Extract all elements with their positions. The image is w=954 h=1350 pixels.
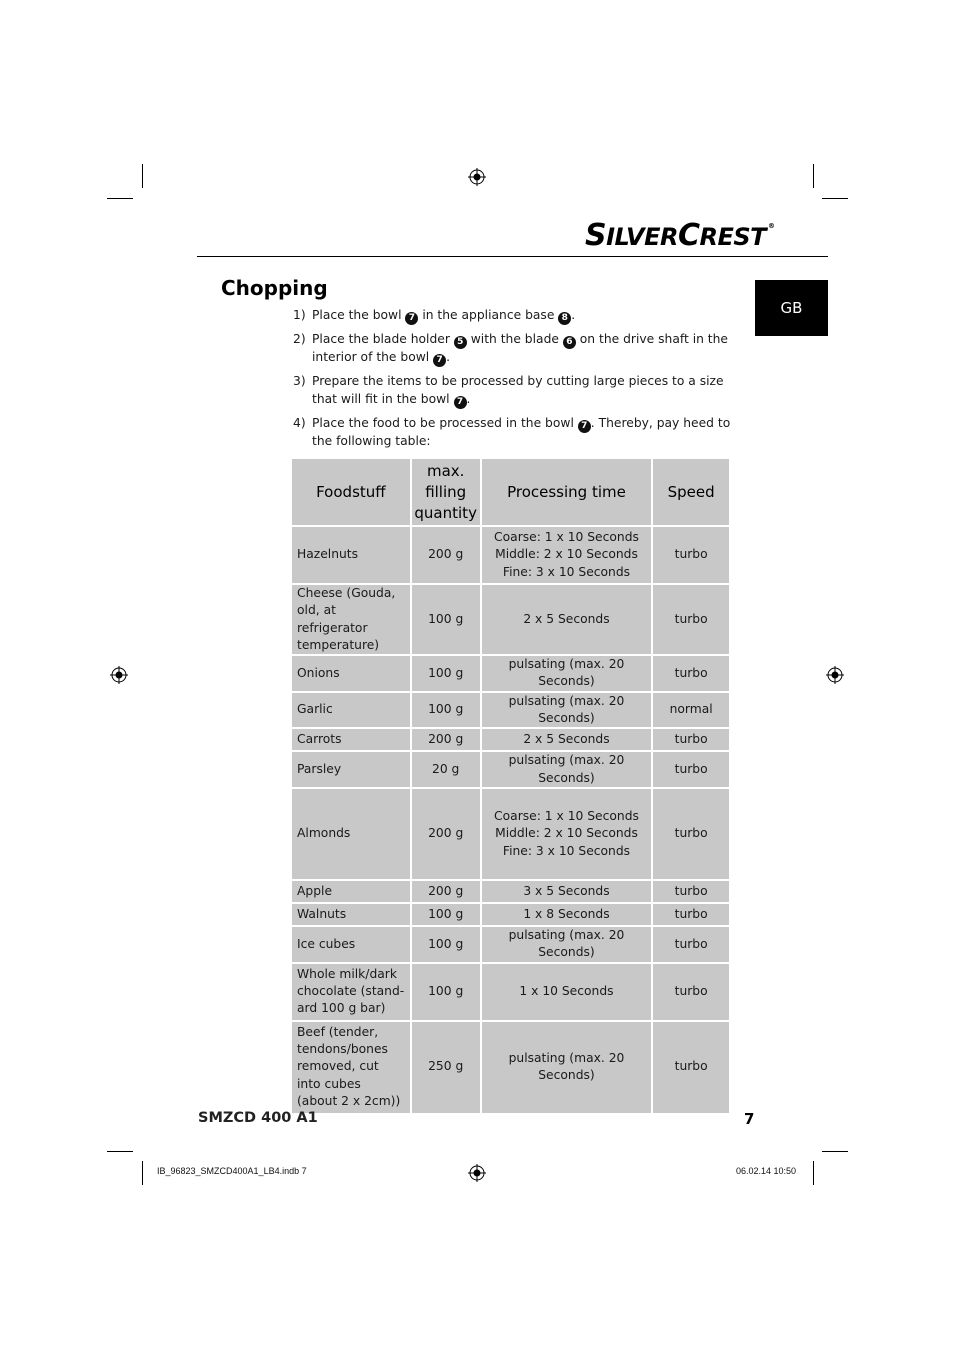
processing-time-line: Middle: 2 x 10 Seconds (495, 826, 638, 841)
processing-time-line: pulsating (max. 20 Seconds) (508, 693, 625, 726)
column-header: max. filling quantity (411, 458, 481, 526)
processing-time-line: pulsating (max. 20 Seconds) (508, 657, 625, 689)
foodstuff-cell: Whole milk/dark chocolate (stand-ard 100 g bar) (291, 963, 411, 1021)
instruction-list (293, 307, 733, 456)
quantity-cell: 100 g (411, 926, 481, 963)
quantity-cell: 100 g (411, 655, 481, 692)
processing-time-cell (481, 1021, 653, 1114)
instruction-step (293, 331, 733, 367)
quantity-cell: 100 g (411, 963, 481, 1021)
chopping-table (290, 457, 731, 1115)
step-text-part: . (571, 308, 576, 322)
foodstuff-cell: Hazelnuts (291, 526, 411, 584)
quantity-cell: 100 g (411, 584, 481, 655)
processing-time-cell (481, 655, 653, 692)
processing-time-cell (481, 963, 653, 1021)
instruction-step (293, 373, 733, 409)
table-row (291, 963, 730, 1021)
step-text (312, 331, 733, 367)
processing-time-line: Coarse: 1 x 10 Seconds (494, 530, 639, 545)
foodstuff-cell: Onions (291, 655, 411, 692)
column-header: Speed (652, 458, 730, 526)
quantity-cell: 200 g (411, 880, 481, 903)
column-header: Processing time (481, 458, 653, 526)
processing-time-line: 1 x 8 Seconds (523, 906, 610, 921)
processing-time-line: Fine: 3 x 10 Seconds (502, 564, 631, 579)
foodstuff-cell: Apple (291, 880, 411, 903)
crop-mark (813, 1161, 814, 1185)
processing-time-line: 2 x 5 Seconds (523, 732, 610, 747)
quantity-cell: 100 g (411, 903, 481, 926)
table-row (291, 655, 730, 692)
step-text-part: . Thereby, pay heed to the following table: (312, 415, 731, 448)
step-text-part: on the drive shaft in the interior of the bowl (312, 332, 728, 364)
processing-time-cell (481, 751, 653, 788)
registered-mark: ® (768, 222, 775, 230)
quantity-cell: 200 g (411, 526, 481, 584)
part-reference-icon: 5 (454, 336, 467, 349)
speed-cell: turbo (652, 788, 730, 880)
table-row (291, 584, 730, 655)
crop-mark (822, 198, 848, 199)
section-title: Chopping (221, 276, 328, 300)
part-reference-icon: 7 (454, 396, 467, 409)
speed-cell: turbo (652, 526, 730, 584)
table-row (291, 1021, 730, 1114)
processing-time-cell (481, 584, 653, 655)
model-number: SMZCD 400 A1 (198, 1110, 318, 1126)
processing-time-cell (481, 788, 653, 880)
crop-mark (822, 1151, 848, 1152)
foodstuff-cell: Cheese (Gouda, old, at refrigerator temperature) (291, 584, 411, 655)
foodstuff-cell: Carrots (291, 728, 411, 751)
page-number: 7 (744, 1110, 755, 1128)
speed-cell: turbo (652, 880, 730, 903)
foodstuff-cell: Ice cubes (291, 926, 411, 963)
processing-time-cell (481, 903, 653, 926)
quantity-cell: 250 g (411, 1021, 481, 1114)
processing-time-line: pulsating (max. 20 Seconds) (508, 1050, 625, 1083)
processing-time-cell (481, 926, 653, 963)
speed-cell: normal (652, 692, 730, 729)
speed-cell: turbo (652, 655, 730, 692)
foodstuff-cell: Garlic (291, 692, 411, 729)
speed-cell: turbo (652, 963, 730, 1021)
part-reference-icon: 8 (558, 312, 571, 325)
registration-mark-icon (826, 666, 844, 684)
registration-mark-icon (468, 1164, 486, 1182)
speed-cell: turbo (652, 903, 730, 926)
speed-cell: turbo (652, 751, 730, 788)
step-text-part: Prepare the items to be processed by cutting large pieces to a size that will fit in the bowl (312, 374, 724, 406)
step-text-part: in the appliance base (418, 308, 559, 322)
processing-time-cell (481, 526, 653, 584)
language-tab: GB (755, 280, 828, 336)
part-reference-icon: 7 (405, 312, 418, 325)
step-text-part: Place the blade holder (312, 332, 454, 346)
processing-time-line: Coarse: 1 x 10 Seconds (494, 809, 639, 824)
brand-text: ILVER (606, 223, 678, 251)
table-row (291, 788, 730, 880)
speed-cell: turbo (652, 1021, 730, 1114)
table-header-row (291, 458, 730, 526)
processing-time-line: 3 x 5 Seconds (523, 883, 610, 898)
part-reference-icon: 7 (578, 420, 591, 433)
processing-time-line: pulsating (max. 20 Seconds) (508, 753, 625, 785)
instruction-step (293, 415, 733, 451)
crop-mark (142, 1161, 143, 1185)
speed-cell: turbo (652, 584, 730, 655)
crop-mark (813, 164, 814, 188)
table-row (291, 728, 730, 751)
table-row (291, 903, 730, 926)
step-text-part: . (446, 350, 451, 364)
step-text-part: Place the food to be processed in the bowl (312, 415, 578, 430)
step-number: 4) (293, 415, 306, 430)
quantity-cell: 200 g (411, 728, 481, 751)
speed-cell: turbo (652, 728, 730, 751)
step-text (312, 373, 733, 409)
step-number: 2) (293, 332, 306, 346)
step-number: 3) (293, 374, 306, 388)
part-reference-icon: 7 (433, 354, 446, 367)
foodstuff-cell: Walnuts (291, 903, 411, 926)
processing-time-line: Middle: 2 x 10 Seconds (495, 547, 638, 562)
brand-letter: C (677, 218, 700, 253)
processing-time-line: pulsating (max. 20 Seconds) (508, 927, 625, 960)
file-slug: IB_96823_SMZCD400A1_LB4.indb 7 (157, 1166, 307, 1176)
step-text-part: . (466, 391, 471, 406)
brand-logo (585, 218, 775, 253)
registration-mark-icon (468, 168, 486, 186)
processing-time-cell (481, 728, 653, 751)
table-row (291, 926, 730, 963)
processing-time-line: 2 x 5 Seconds (523, 611, 610, 626)
part-reference-icon: 6 (563, 336, 576, 349)
crop-mark (142, 164, 143, 188)
table-row (291, 526, 730, 584)
table-row (291, 751, 730, 788)
processing-time-line: Fine: 3 x 10 Seconds (502, 843, 631, 858)
step-text (312, 415, 733, 451)
quantity-cell: 20 g (411, 751, 481, 788)
crop-mark (107, 1151, 133, 1152)
quantity-cell: 100 g (411, 692, 481, 729)
step-text (312, 307, 733, 325)
processing-time-cell (481, 692, 653, 729)
speed-cell: turbo (652, 926, 730, 963)
step-text-part: Place the bowl (312, 308, 406, 322)
column-header: Foodstuff (291, 458, 411, 526)
foodstuff-cell: Parsley (291, 751, 411, 788)
table-row (291, 692, 730, 729)
brand-letter: S (585, 218, 607, 253)
foodstuff-cell: Almonds (291, 788, 411, 880)
crop-mark (107, 198, 133, 199)
table-row (291, 880, 730, 903)
step-text-part: with the blade (466, 332, 563, 346)
header-rule (197, 256, 828, 257)
processing-time-cell (481, 880, 653, 903)
processing-time-line: 1 x 10 Seconds (519, 983, 614, 998)
step-number: 1) (293, 308, 306, 322)
date-slug: 06.02.14 10:50 (736, 1166, 797, 1176)
quantity-cell: 200 g (411, 788, 481, 880)
instruction-step (293, 307, 733, 325)
brand-text: REST (699, 223, 767, 251)
foodstuff-cell: Beef (tender, tendons/bones removed, cut into cubes (about 2 x 2cm)) (291, 1021, 411, 1114)
registration-mark-icon (110, 666, 128, 684)
